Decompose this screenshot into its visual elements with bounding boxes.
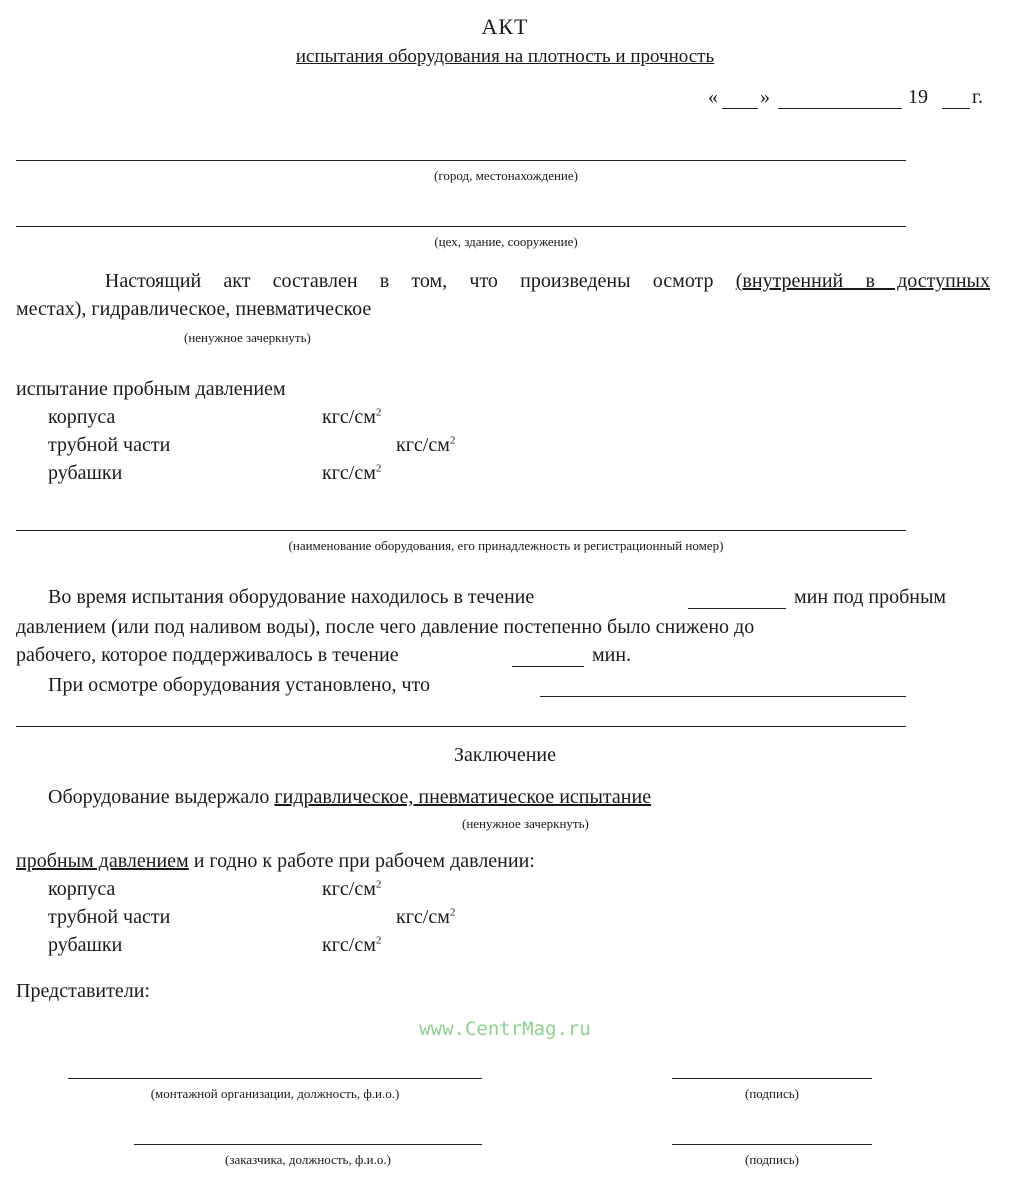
unit-trubnoi: кгс/$см^2$: [396, 434, 456, 456]
document-title: АКТ: [481, 14, 529, 39]
conclusion-unit-korpus: кгс/$см^2$: [322, 878, 382, 900]
equipment-line: [16, 530, 906, 531]
strike-unneeded-caption-2: (ненужное зачеркнуть): [462, 816, 589, 831]
unit-korpus: кгс/$см^2$: [322, 406, 382, 428]
building-caption: (цех, здание, сооружение): [434, 234, 578, 249]
findings-line-2: [16, 726, 906, 727]
conclusion-unit-trubnoi: кгс/$см^2$: [396, 906, 456, 928]
signatory-2-line: [134, 1144, 482, 1145]
conclusion-heading: Заключение: [454, 744, 556, 766]
signature-2-line: [672, 1144, 872, 1145]
date-quote-open: «: [708, 86, 718, 108]
location-caption: (город, местонахождение): [434, 168, 578, 183]
conclusion-unit-rubashki: кгс/$см^2$: [322, 934, 382, 956]
duration-blank-2: [512, 666, 584, 667]
test-duration-text-3: рабочего, которое поддерживалось в течение: [16, 644, 399, 666]
test-duration-text-1: Во время испытания оборудование находилось в течение: [48, 586, 535, 608]
watermark: www.CentrMag.ru: [419, 1018, 591, 1040]
conclusion-item-korpus: корпуса: [48, 878, 116, 900]
conclusion-underlined-2: пробным давлением: [16, 850, 189, 872]
signature-1-line: [672, 1078, 872, 1079]
paragraph-inspection: [16, 270, 990, 293]
date-year-prefix: 19: [908, 86, 928, 108]
location-line: [16, 160, 906, 161]
date-year-blank: [942, 108, 970, 109]
signatory-1-caption: (монтажной организации, должность, ф.и.о.): [150, 1086, 400, 1101]
findings-blank: [540, 696, 906, 697]
duration-blank-1: [688, 608, 786, 609]
paragraph-inspection-underlined: (внутренний в доступных: [735, 270, 990, 292]
item-korpus: корпуса: [48, 406, 116, 428]
conclusion-item-trubnoi: трубной части: [48, 906, 171, 928]
date-day-blank: [722, 108, 758, 109]
item-rubashki: рубашки: [48, 462, 123, 484]
conclusion-text-2: пробным давлением и годно к работе при рабочем давлении:: [16, 850, 535, 872]
conclusion-text-1: Оборудование выдержало гидравлическое, пневматическое испытание: [48, 786, 652, 808]
conclusion-underlined-1: гидравлическое, пневматическое испытание: [274, 786, 652, 808]
document-subtitle: испытания оборудования на плотность и прочность: [295, 46, 715, 67]
building-line: [16, 226, 906, 227]
test-duration-text-3-end: мин.: [592, 644, 632, 666]
test-pressure-label: испытание пробным давлением: [16, 378, 286, 400]
inspection-findings-text: При осмотре оборудования установлено, что: [48, 674, 430, 696]
signatory-2-caption: (заказчика, должность, ф.и.о.): [225, 1152, 391, 1167]
conclusion-item-rubashki: рубашки: [48, 934, 123, 956]
test-duration-text-1-end: мин под пробным: [794, 586, 947, 608]
item-trubnoi: трубной части: [48, 434, 171, 456]
representatives-label: Представители:: [16, 980, 150, 1002]
signature-1-caption: (подпись): [745, 1086, 799, 1101]
date-month-blank: [778, 108, 902, 109]
unit-rubashki: кгс/$см^2$: [322, 462, 382, 484]
test-duration-text-2: давлением (или под наливом воды), после чего давление постепенно было снижено до: [16, 616, 755, 638]
equipment-caption: (наименование оборудования, его принадлежность и регистрационный номер): [288, 538, 724, 553]
date-year-suffix: г.: [972, 86, 983, 108]
date-quote-close: »: [760, 86, 770, 108]
paragraph-inspection-start: Настоящий акт составлен в том, что произведены осмотр: [104, 270, 714, 292]
paragraph-inspection-line2: местах), гидравлическое, пневматическое: [16, 298, 372, 320]
strike-unneeded-caption-1: (ненужное зачеркнуть): [184, 330, 311, 345]
signatory-1-line: [68, 1078, 482, 1079]
signature-2-caption: (подпись): [745, 1152, 799, 1167]
